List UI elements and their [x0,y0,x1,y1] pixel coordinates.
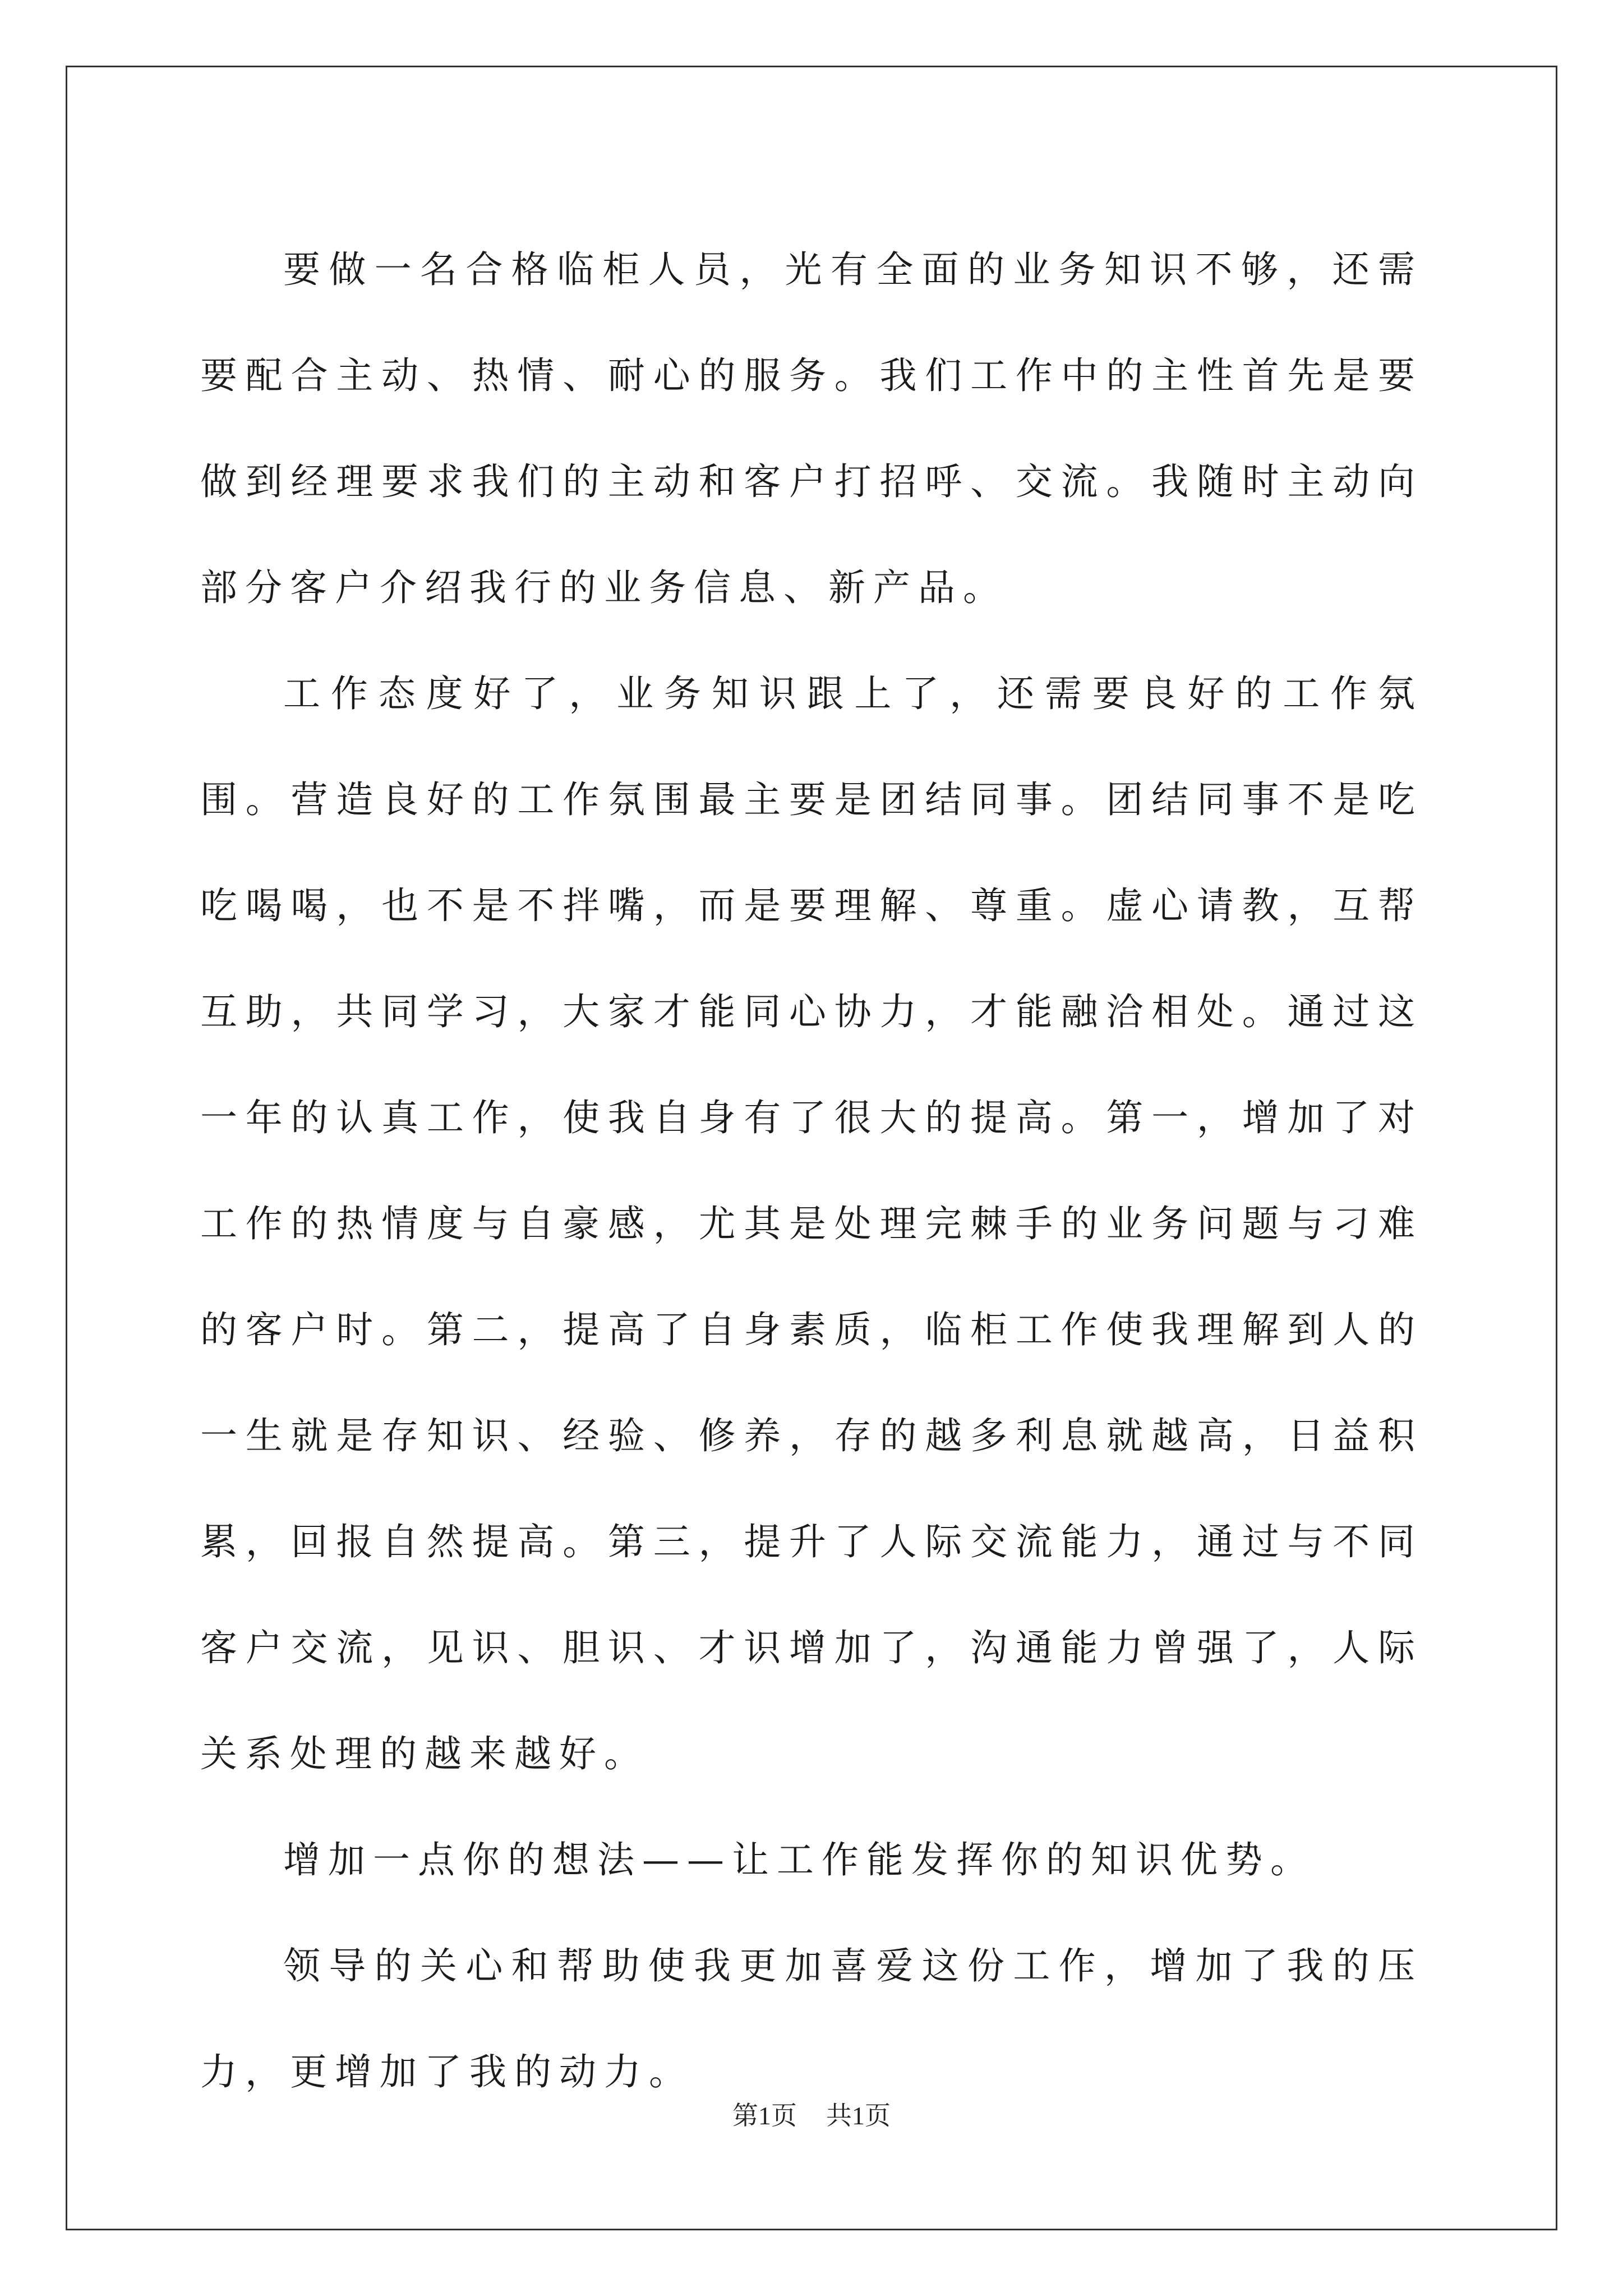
paragraph-3: 增加一点你的想法——让工作能发挥你的知识优势。 [283,1838,1315,1881]
document-body [200,217,1423,2125]
paragraph-1: 要做一名合格临柜人员，光有全面的业务知识不够，还需要配合主动、热情、耐心的服务。我们工作中的主性首先是要做到经理要求我们的主动和客户打招呼、交流。我随时主动向部分客户介绍我行的业务信息、新产品。 [200,248,1423,609]
paragraph-4: 领导的关心和帮助使我更加喜爱这份工作，增加了我的压力，更增加了我的动力。 [200,1944,1423,2093]
page-footer [0,2095,1623,2132]
paragraph-2: 工作态度好了，业务知识跟上了，还需要良好的工作氛围。营造良好的工作氛围最主要是团结同事。团结同事不是吃吃喝喝，也不是不拌嘴，而是要理解、尊重。虚心请教，互帮互助，共同学习，大家才能同心协力，才能融洽相处。通过这一年的认真工作，使我自身有了很大的提高。第一，增加了对工作的热情度与自豪感，尤其是处理完棘手的业务问题与刁难的客户时。第二，提高了自身素质，临柜工作使我理解到人的一生就是存知识、经验、修养，存的越多利息就越高，日益积累，回报自然提高。第三，提升了人际交流能力，通过与不同客户交流，见识、胆识、才识增加了，沟通能力曾强了，人际关系处理的越来越好。 [200,672,1423,1775]
page-number: 第1页 [732,2101,797,2130]
page-total: 共1页 [826,2101,891,2130]
